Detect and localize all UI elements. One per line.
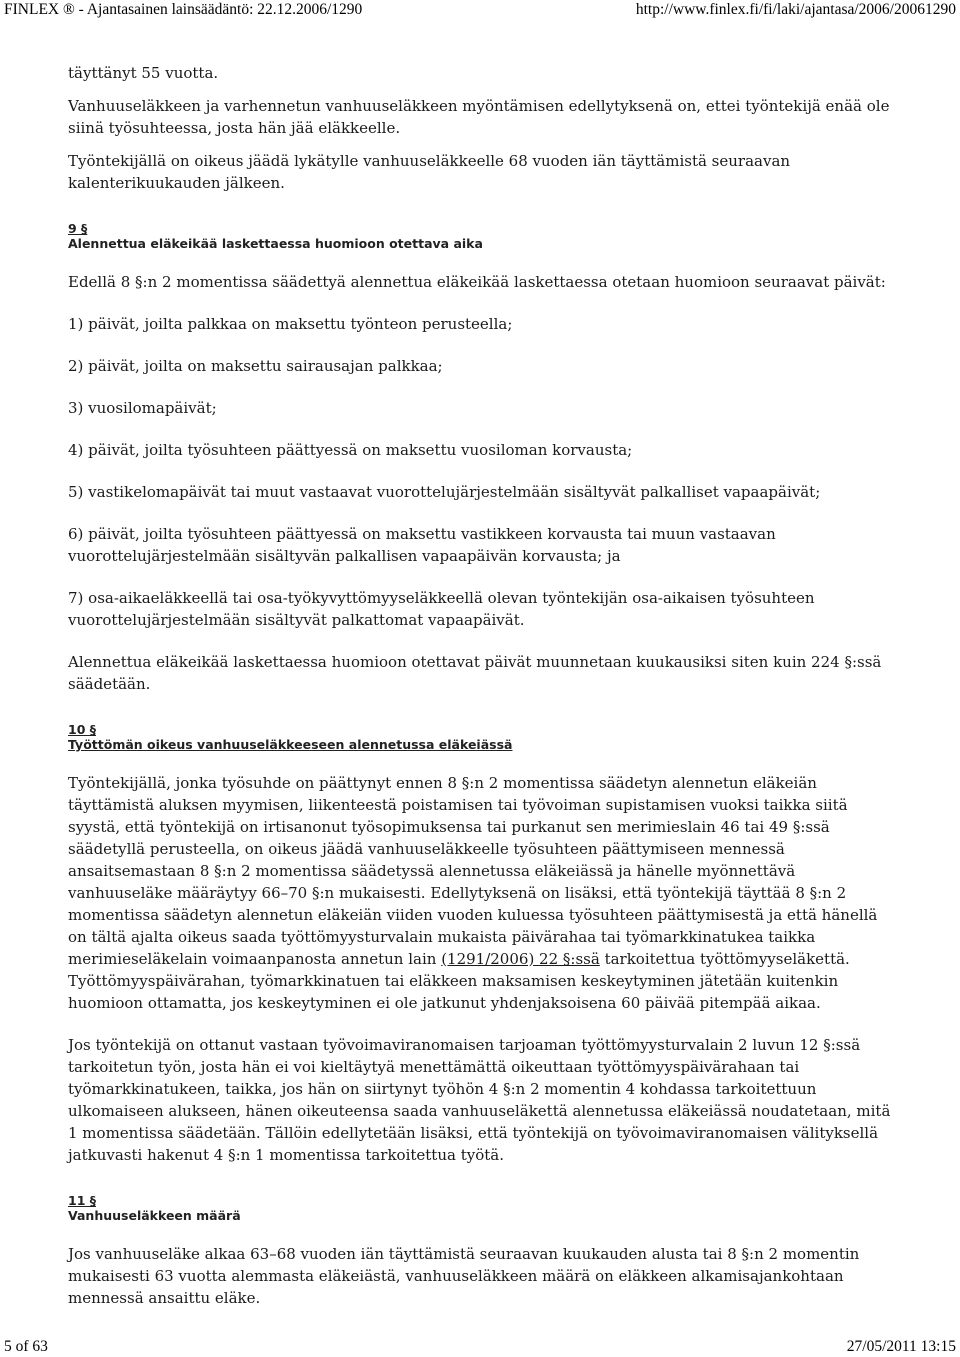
header-page-title: FINLEX ® - Ajantasainen lainsäädäntö: 22.12.2006/1290 xyxy=(4,1,363,18)
list-item: 1) päivät, joilta palkkaa on maksettu työnteon perusteella; xyxy=(68,315,513,333)
law-reference-link[interactable]: (1291/2006) 22 §:ssä xyxy=(441,950,600,968)
section-10-number[interactable]: 10 § xyxy=(68,722,96,737)
header-url: http://www.finlex.fi/fi/laki/ajantasa/2006/20061290 xyxy=(635,1,956,18)
paragraph: Vanhuuseläkkeen ja varhennetun vanhuuseläkkeen myöntämisen edellytyksenä on, ettei työntekijä enää ole siinä työsuhteessa, josta hän jää eläkkeelle. xyxy=(68,97,890,137)
paragraph: Edellä 8 §:n 2 momentissa säädettyä alennettua eläkeikää laskettaessa otetaan huomioon seuraavat päivät: xyxy=(68,273,886,291)
list-item: 2) päivät, joilta on maksettu sairausajan palkkaa; xyxy=(68,357,443,375)
footer-timestamp: 27/05/2011 13:15 xyxy=(846,1338,956,1355)
paragraph: Työntekijällä on oikeus jäädä lykätylle vanhuuseläkkeelle 68 vuoden iän täyttämistä seuraavan kalenterikuukauden jälkeen. xyxy=(68,152,791,192)
section-9-number[interactable]: 9 § xyxy=(68,221,88,236)
browser-print-footer xyxy=(0,1338,960,1357)
list-item: 4) päivät, joilta työsuhteen päättyessä on maksettu vuosiloman korvausta; xyxy=(68,441,633,459)
paragraph: Jos työntekijä on ottanut vastaan työvoimaviranomaisen tarjoaman työttömyysturvalain 2 luvun 12 §:ssä tarkoitetun työn, josta hän ei voi kieltäytyä menettämättä oikeuttaan työttömyyspäivärahaan tai työmarkkinatukeen, taikka, jos hän on siirtynyt työhön 4 §:n 2 momentin 4 kohdassa tarkoitettuun ulkomaiseen alukseen, hänen oikeuteensa saada vanhuuseläkettä alennetussa eläkeiässä noudatetaan, mitä 1 momentissa säädetään. Tällöin edellytetään lisäksi, että työntekijä on työvoimaviranomaisen välityksellä jatkuvasti hakenut 4 §:n 1 momentissa tarkoitettua työtä. xyxy=(68,1036,891,1164)
paragraph xyxy=(68,772,898,1014)
browser-print-header xyxy=(0,0,960,22)
section-11-number[interactable]: 11 § xyxy=(68,1193,96,1208)
list-item: 5) vastikelomapäivät tai muut vastaavat vuorottelujärjestelmään sisältyvät palkalliset vapaapäivät; xyxy=(68,483,821,501)
paragraph-text: Työntekijällä, jonka työsuhde on päättynyt ennen 8 §:n 2 momentissa säädetyn alennetun eläkeiän täyttämistä aluksen myymisen, liikenteestä poistamisen tai työvoiman supistamisen vuoksi taikka siitä syystä, että työntekijä on irtisanonut työsopimuksensa tai purkanut sen merimieslain 46 tai 49 §:ssä säädetyllä perusteella, on oikeus jäädä vanhuuseläkkeelle työsuhteen päättymiseen mennessä ansaitsemastaan 8 §:n 2 momentissa säädetyssä alennetussa eläkeiässä ja hänelle myönnettävä vanhuuseläke määräytyy 66–70 §:n mukaisesti. Edellytyksenä on lisäksi, että työntekijä täyttää 8 §:n 2 momentissa säädetyn alennetun eläkeiän viiden vuoden kuluessa työsuhteen päättymisestä ja että hänellä on tältä ajalta oikeus saada työttömyysturvalain mukaista päivärahaa tai työmarkkinatukea taikka merimieseläkelain voimaanpanosta annetun lain xyxy=(68,774,878,968)
list-item: 3) vuosilomapäivät; xyxy=(68,399,217,417)
section-9-title: Alennettua eläkeikää laskettaessa huomioon otettava aika xyxy=(68,236,483,251)
paragraph: täyttänyt 55 vuotta. xyxy=(68,64,219,82)
list-item: 6) päivät, joilta työsuhteen päättyessä on maksettu vastikkeen korvausta tai muun vastaavan vuorottelujärjestelmään sisältyvän palkallisen vapaapäivän korvausta; ja xyxy=(68,525,776,565)
list-item: 7) osa-aikaeläkkeellä tai osa-työkyvyttömyyseläkkeellä olevan työntekijän osa-aikaisen työsuhteen vuorottelujärjestelmään sisältyvät palkattomat vapaapäivät. xyxy=(68,589,815,629)
paragraph-text: tarkoitettua työttömyyseläkettä. Työttömyyspäivärahan, työmarkkinatuen tai eläkkeen maksamisen keskeytyminen jätetään kuitenkin huomioon ottamatta, jos keskeytyminen ei ole jatkunut yhdenjaksoisena 60 päivää pitempää aikaa. xyxy=(68,950,850,1012)
paragraph: Alennettua eläkeikää laskettaessa huomioon otettavat päivät muunnetaan kuukausiksi siten kuin 224 §:ssä säädetään. xyxy=(68,653,882,693)
document-body xyxy=(68,62,898,1309)
footer-page-count: 5 of 63 xyxy=(4,1338,48,1355)
paragraph: Jos vanhuuseläke alkaa 63–68 vuoden iän täyttämistä seuraavan kuukauden alusta tai 8 §:n 2 momentin mukaisesti 63 vuotta alemmasta eläkeiästä, vanhuuseläkkeen määrä on eläkkeen alkamisajankohtaan mennessä ansaittu eläke. xyxy=(68,1245,860,1307)
section-10-title[interactable]: Työttömän oikeus vanhuuseläkkeeseen alennetussa eläkeiässä xyxy=(68,737,513,752)
section-11-title: Vanhuuseläkkeen määrä xyxy=(68,1208,241,1223)
